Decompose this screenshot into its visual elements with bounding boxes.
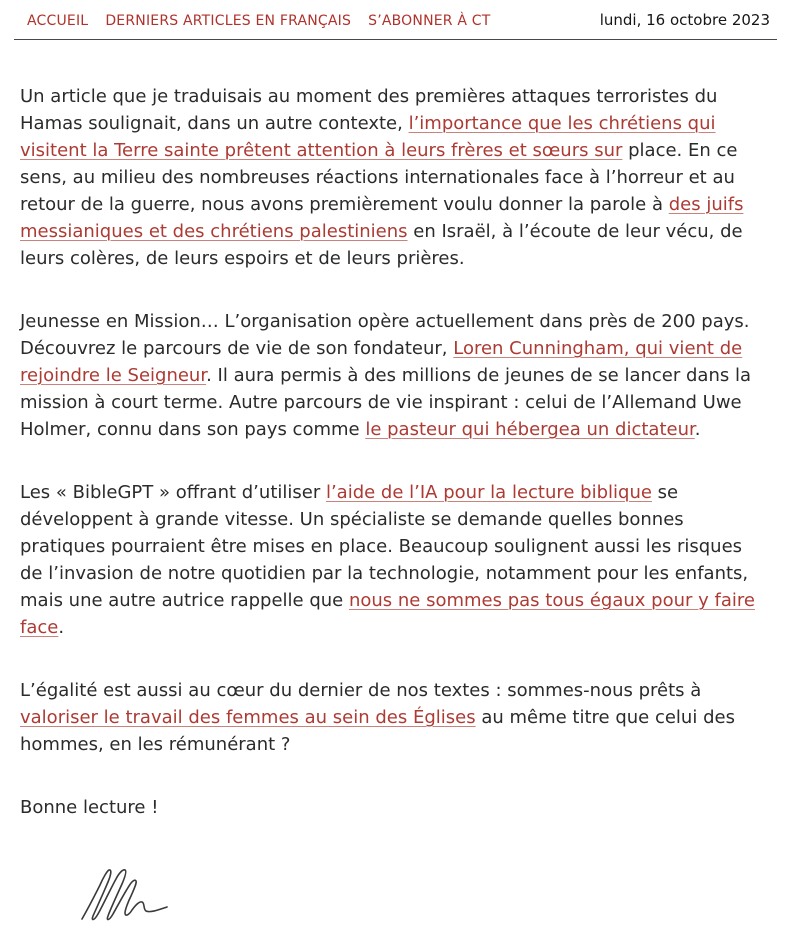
paragraph-text: L’égalité est aussi au cœur du dernier de nos textes : sommes-nous prêts à xyxy=(20,680,702,701)
paragraph-text: place. En ce sens, au milieu des nombreuses réactions internationales face à l’horreur et au retour de la guerre, nous avons premièrement voulu donner la parole à xyxy=(20,140,738,215)
paragraph-text: se développent à grande vitesse. Un spécialiste se demande quelles bonnes pratiques pourraient être mises en place. Beaucoup soulignent aussi les risques de l’invasion de notre quotidien par la technologie, notamment pour les enfants, mais une autre autrice rappelle que xyxy=(20,482,749,611)
paragraphs xyxy=(20,83,770,821)
nav-link-accueil[interactable]: ACCUEIL xyxy=(27,13,89,29)
paragraph-text: . xyxy=(694,419,701,440)
paragraph-text: Jeunesse en Mission… L’organisation opère actuellement dans près de 200 pays. Découvrez le parcours de vie de son fondateur, xyxy=(20,311,750,359)
nav-link-sabonner-ct[interactable]: S’ABONNER À CT xyxy=(368,13,491,29)
inline-link[interactable]: Loren Cunningham, qui vient de rejoindre le Seigneur xyxy=(20,338,743,386)
nav-link-derniers-articles[interactable]: DERNIERS ARTICLES EN FRANÇAIS xyxy=(105,13,352,29)
paragraph xyxy=(20,677,770,758)
paragraph-text: Les « BibleGPT » offrant d’utiliser xyxy=(20,482,326,503)
inline-link[interactable]: l’aide de l’IA pour la lecture biblique xyxy=(325,482,652,503)
paragraph-text: Un article que je traduisais au moment des premières attaques terroristes du Hamas soulignait, dans un autre contexte, xyxy=(20,86,718,134)
header xyxy=(0,0,800,29)
paragraph-text: en Israël, à l’écoute de leur vécu, de leurs colères, de leurs espoirs et de leurs prières. xyxy=(20,221,743,269)
paragraph xyxy=(20,794,770,821)
date-label: lundi, 16 octobre 2023 xyxy=(599,11,770,29)
paragraph-text: . Il aura permis à des millions de jeunes de se lancer dans la mission à court terme. Autre parcours de vie inspirant : celui de l’Allemand Uwe Holmer, connu dans son pays comme xyxy=(20,365,751,440)
inline-link[interactable]: l’importance que les chrétiens qui visitent la Terre sainte prêtent attention à leurs frères et sœurs sur xyxy=(20,113,716,161)
paragraph xyxy=(20,308,770,443)
inline-link[interactable]: nous ne sommes pas tous égaux pour y faire face xyxy=(20,590,755,638)
top-nav xyxy=(27,13,491,29)
paragraph-text: . xyxy=(58,617,65,638)
paragraph xyxy=(20,83,770,272)
inline-link[interactable]: valoriser le travail des femmes au sein des Églises xyxy=(20,707,476,728)
signature-image xyxy=(72,865,172,927)
newsletter-content xyxy=(0,40,800,927)
inline-link[interactable]: des juifs messianiques et des chrétiens palestiniens xyxy=(20,194,744,242)
paragraph xyxy=(20,479,770,641)
paragraph-text: Bonne lecture ! xyxy=(20,797,159,818)
inline-link[interactable]: le pasteur qui hébergea un dictateur xyxy=(365,419,695,440)
paragraph-text: au même titre que celui des hommes, en les rémunérant ? xyxy=(20,707,735,755)
